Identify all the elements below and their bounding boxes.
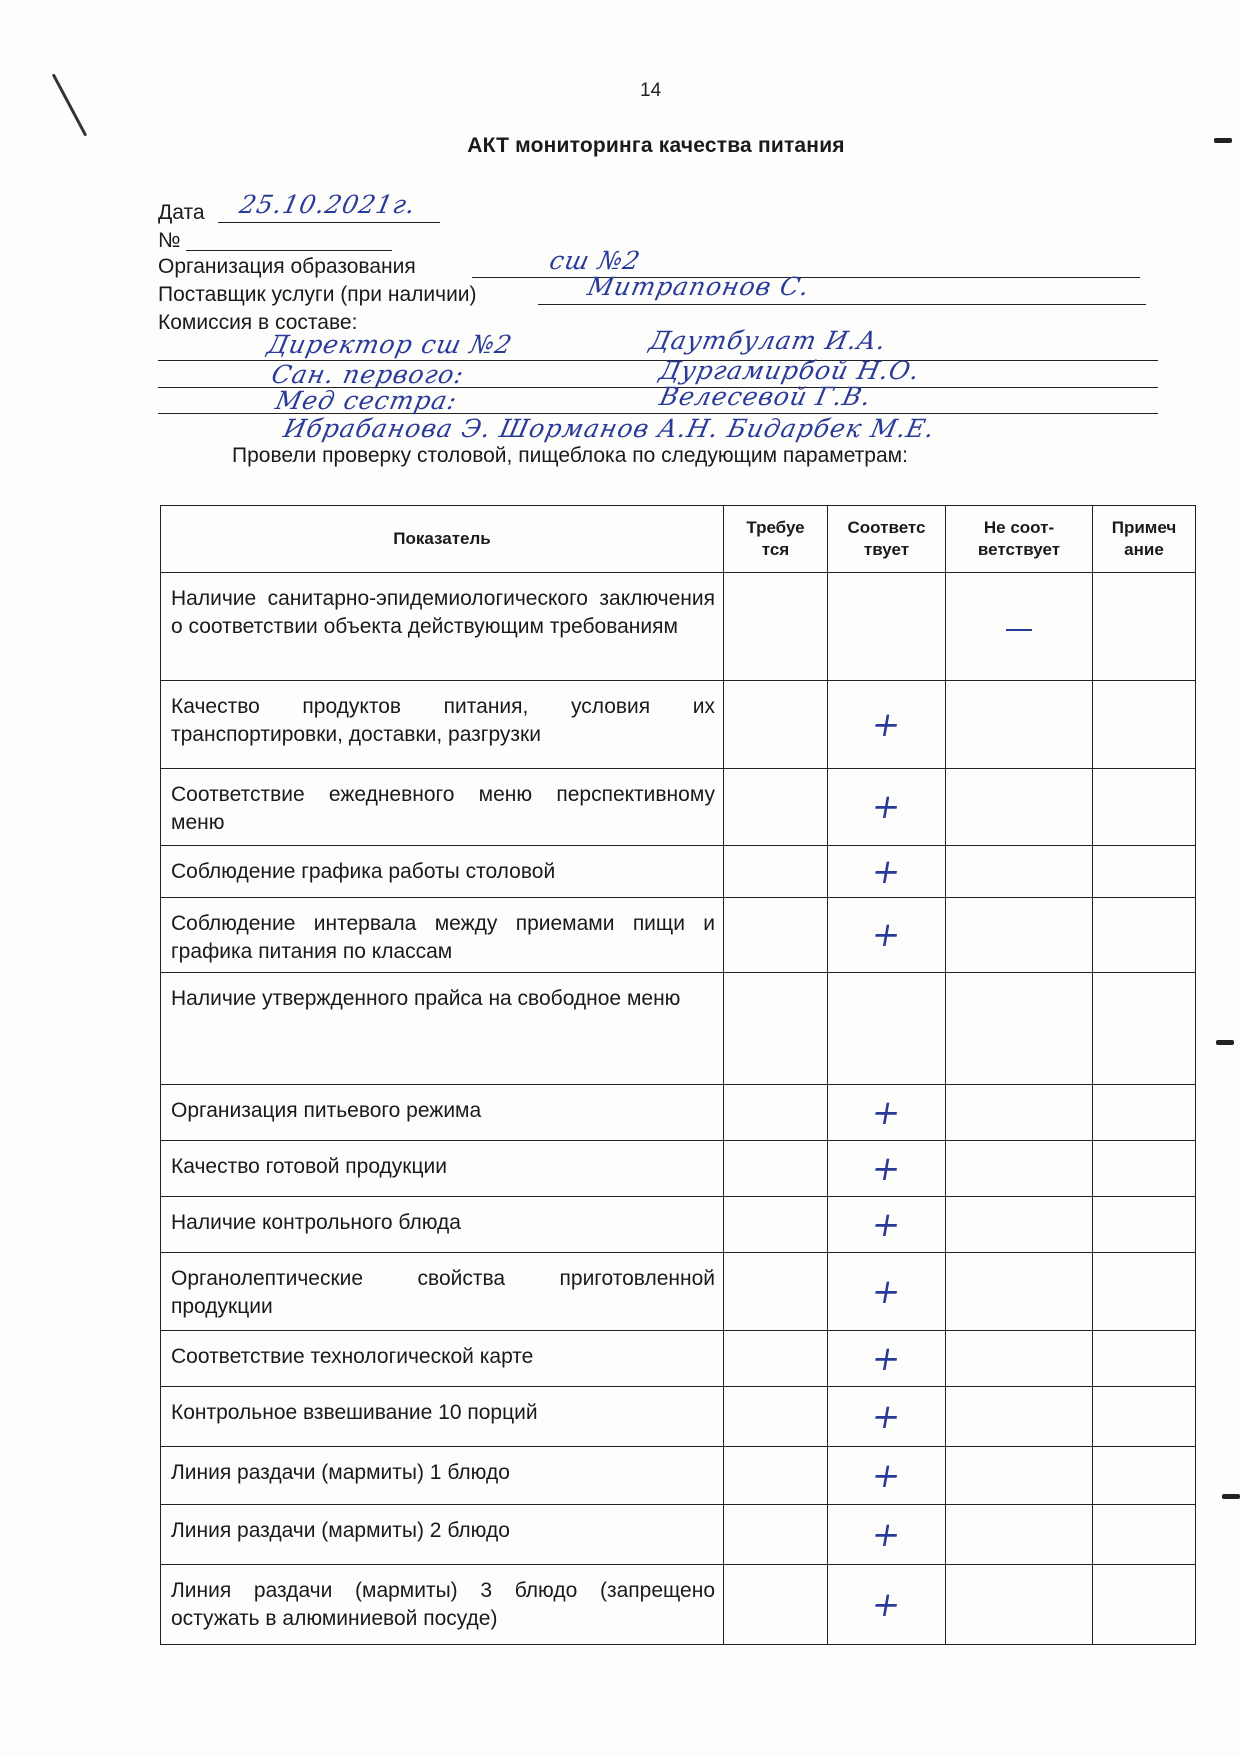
complies-cell [828, 1085, 946, 1141]
commission-member: Даутбулат И.А. [646, 326, 890, 355]
column-header-label: Не соот- ветствует [977, 518, 1061, 559]
complies-cell [828, 1253, 946, 1331]
handwritten-plus-mark: + [868, 1271, 905, 1312]
handwritten-plus-mark: + [868, 787, 905, 827]
date-underline [218, 222, 440, 223]
required-cell [724, 1331, 828, 1387]
column-header-required [724, 506, 828, 573]
required-cell [724, 681, 828, 769]
not-complies-cell [946, 769, 1093, 846]
handwritten-plus-mark: + [868, 1455, 905, 1496]
table-row [161, 1085, 1196, 1141]
stray-pen-mark [52, 73, 88, 136]
complies-cell [828, 1197, 946, 1253]
table-row [161, 769, 1196, 846]
handwritten-dash-mark [1006, 629, 1032, 631]
not-complies-cell [946, 573, 1093, 681]
note-cell [1093, 1505, 1196, 1565]
handwritten-plus-mark: + [868, 1584, 905, 1625]
required-cell [724, 1085, 828, 1141]
complies-cell [828, 573, 946, 681]
date-label: Дата [158, 201, 205, 224]
table-row [161, 898, 1196, 973]
handwritten-plus-mark: + [868, 1396, 905, 1437]
table-header-row [161, 506, 1196, 573]
indicator-cell: Линия раздачи (мармиты) 1 блюдо [161, 1447, 724, 1505]
page-number: 14 [640, 80, 662, 101]
required-cell [724, 1447, 828, 1505]
indicator-cell: Соответствие технологической карте [161, 1331, 724, 1387]
organization-label: Организация образования [158, 255, 416, 278]
handwritten-plus-mark: + [868, 851, 905, 892]
not-complies-cell [946, 846, 1093, 898]
note-cell [1093, 1141, 1196, 1197]
complies-cell [828, 1331, 946, 1387]
handwritten-plus-mark: + [868, 1148, 905, 1189]
complies-cell [828, 769, 946, 846]
commission-label: Комиссия в составе: [158, 311, 358, 334]
handwritten-plus-mark: + [868, 704, 905, 745]
column-header-not-complies [946, 506, 1093, 573]
table-row [161, 1387, 1196, 1447]
complies-cell [828, 898, 946, 973]
handwritten-plus-mark: + [868, 1338, 905, 1379]
required-cell [724, 1141, 828, 1197]
indicator-cell: Наличие утвержденного прайса на свободное меню [161, 973, 724, 1085]
note-cell [1093, 898, 1196, 973]
not-complies-cell [946, 1387, 1093, 1447]
handwritten-plus-mark: + [868, 1204, 905, 1245]
table-row [161, 1565, 1196, 1645]
required-cell [724, 573, 828, 681]
required-cell [724, 898, 828, 973]
document-title: АКТ мониторинга качества питания [467, 134, 845, 157]
complies-cell [828, 681, 946, 769]
column-header-note [1093, 506, 1196, 573]
not-complies-cell [946, 1331, 1093, 1387]
table-row [161, 973, 1196, 1085]
column-header-label: Примеч ание [1111, 518, 1177, 559]
table-row [161, 681, 1196, 769]
indicator-cell: Качество продуктов питания, условия их транспортировки, доставки, разгрузки [161, 681, 724, 769]
column-header-label: Показатель [393, 529, 491, 548]
column-header-label: Соответс твует [847, 518, 926, 559]
not-complies-cell [946, 1505, 1093, 1565]
table-row [161, 1331, 1196, 1387]
required-cell [724, 973, 828, 1085]
indicator-cell: Линия раздачи (мармиты) 2 блюдо [161, 1505, 724, 1565]
indicator-cell: Соблюдение интервала между приемами пищи и графика питания по классам [161, 898, 724, 973]
note-cell [1093, 573, 1196, 681]
required-cell [724, 1197, 828, 1253]
required-cell [724, 1565, 828, 1645]
table-row [161, 1253, 1196, 1331]
supplier-underline [538, 304, 1146, 305]
not-complies-cell [946, 1141, 1093, 1197]
indicator-cell: Наличие контрольного блюда [161, 1197, 724, 1253]
note-cell [1093, 973, 1196, 1085]
note-cell [1093, 1253, 1196, 1331]
note-cell [1093, 681, 1196, 769]
indicator-cell: Контрольное взвешивание 10 порций [161, 1387, 724, 1447]
not-complies-cell [946, 1085, 1093, 1141]
indicator-cell: Линия раздачи (мармиты) 3 блюдо (запрещено остужать в алюминиевой посуде) [161, 1565, 724, 1645]
complies-cell [828, 1141, 946, 1197]
column-header-label: Требуе тся [746, 518, 805, 559]
required-cell [724, 1253, 828, 1331]
note-cell [1093, 1331, 1196, 1387]
not-complies-cell [946, 1197, 1093, 1253]
note-cell [1093, 769, 1196, 846]
required-cell [724, 1505, 828, 1565]
note-cell [1093, 1197, 1196, 1253]
indicator-cell: Соблюдение графика работы столовой [161, 846, 724, 898]
complies-cell [828, 1505, 946, 1565]
commission-member: Директор сш №2 [264, 330, 516, 359]
not-complies-cell [946, 973, 1093, 1085]
indicator-cell: Организация питьевого режима [161, 1085, 724, 1141]
indicator-cell: Органолептические свойства приготовленной продукции [161, 1253, 724, 1331]
required-cell [724, 846, 828, 898]
note-cell [1093, 1447, 1196, 1505]
note-cell [1093, 1387, 1196, 1447]
complies-cell [828, 846, 946, 898]
indicator-cell: Соответствие ежедневного меню перспективному меню [161, 769, 724, 846]
commission-member: Сан. первого: [268, 360, 468, 389]
not-complies-cell [946, 1253, 1093, 1331]
note-cell [1093, 1085, 1196, 1141]
complies-cell [828, 1387, 946, 1447]
not-complies-cell [946, 1447, 1093, 1505]
handwritten-plus-mark: + [868, 1514, 905, 1555]
handwritten-plus-mark: + [868, 915, 905, 955]
table-row [161, 1447, 1196, 1505]
required-cell [724, 1387, 828, 1447]
number-underline [186, 250, 392, 251]
edge-tick [1222, 1494, 1240, 1499]
indicator-cell: Качество готовой продукции [161, 1141, 724, 1197]
complies-cell [828, 1565, 946, 1645]
table-row [161, 846, 1196, 898]
complies-cell [828, 973, 946, 1085]
note-cell [1093, 1565, 1196, 1645]
intro-text: Провели проверку столовой, пищеблока по следующим параметрам: [232, 444, 908, 467]
table-row [161, 1197, 1196, 1253]
commission-member: Дургамирбой Н.О. [656, 356, 923, 385]
number-label: № [158, 229, 181, 252]
date-value: 25.10.2021г. [236, 190, 419, 219]
column-header-complies [828, 506, 946, 573]
parameters-table [160, 505, 1196, 1645]
table-row [161, 573, 1196, 681]
table-row [161, 1141, 1196, 1197]
column-header-indicator [161, 506, 724, 573]
commission-member: Мед сестра: [272, 386, 461, 415]
supplier-label: Поставщик услуги (при наличии) [158, 283, 477, 306]
indicator-cell: Наличие санитарно-эпидемиологического заключения о соответствии объекта действующим требованиям [161, 573, 724, 681]
required-cell [724, 769, 828, 846]
commission-member: Велесевой Г.В. [656, 382, 875, 411]
table-row [161, 1505, 1196, 1565]
edge-tick [1216, 1040, 1234, 1045]
note-cell [1093, 846, 1196, 898]
not-complies-cell [946, 898, 1093, 973]
not-complies-cell [946, 1565, 1093, 1645]
commission-member: Ибрабанова Э. Шорманов А.Н. Бидарбек М.Е. [280, 414, 938, 443]
not-complies-cell [946, 681, 1093, 769]
organization-value: сш №2 [546, 246, 644, 275]
handwritten-plus-mark: + [868, 1092, 905, 1133]
complies-cell [828, 1447, 946, 1505]
supplier-value: Митрапонов С. [584, 272, 813, 301]
